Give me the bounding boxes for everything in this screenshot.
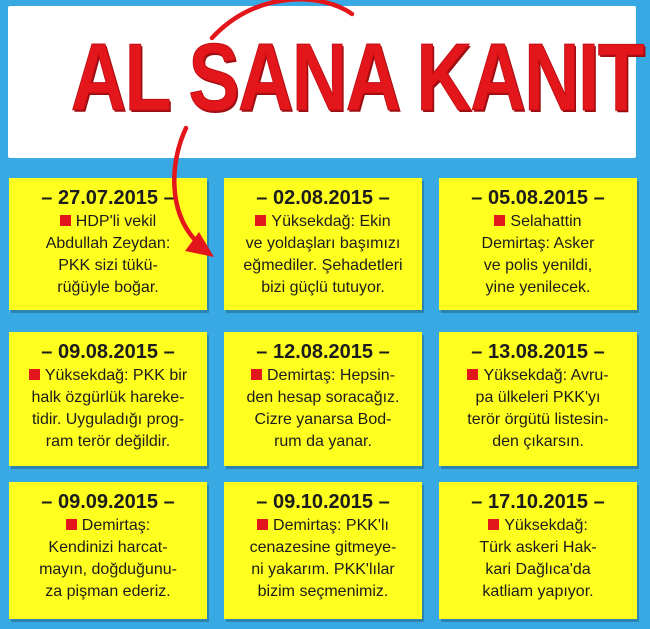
quote-line-text: mayın, doğduğunu- bbox=[39, 561, 177, 578]
quote-line bbox=[449, 515, 627, 537]
quote-line bbox=[19, 537, 197, 559]
quote-line bbox=[19, 211, 197, 233]
quote-line-text: den hesap soracağız. bbox=[246, 389, 400, 406]
quote-line-text: Abdullah Zeydan: bbox=[45, 235, 171, 252]
quote-line-text: tidir. Uyguladığı prog- bbox=[31, 411, 185, 428]
headline-banner bbox=[8, 6, 644, 158]
quote-line bbox=[234, 255, 412, 277]
quote-line bbox=[234, 581, 412, 603]
red-square-bullet-icon bbox=[66, 519, 77, 530]
quote-text bbox=[19, 515, 197, 603]
quote-line-text: Türk askeri Hak- bbox=[479, 539, 597, 556]
quote-line bbox=[19, 431, 197, 453]
quote-line-text: katliam yapıyor. bbox=[482, 583, 594, 600]
quote-line-text: ram terör değildir. bbox=[45, 433, 171, 450]
red-square-bullet-icon bbox=[494, 215, 505, 226]
quote-line bbox=[234, 211, 412, 233]
quote-line-text: Demirtaş: Asker bbox=[481, 235, 595, 252]
quote-date: – 27.07.2015 – bbox=[41, 187, 175, 209]
quote-date: – 13.08.2015 – bbox=[471, 341, 605, 363]
quote-line bbox=[449, 255, 627, 277]
red-square-bullet-icon bbox=[467, 369, 478, 380]
quote-text bbox=[234, 365, 412, 453]
quote-line bbox=[449, 233, 627, 255]
red-square-bullet-icon bbox=[29, 369, 40, 380]
quote-card bbox=[9, 482, 207, 619]
quote-line-text: HDP'li vekil bbox=[75, 213, 157, 230]
quote-date: – 17.10.2015 – bbox=[471, 491, 605, 513]
quote-line-text: bizi güçlü tutuyor. bbox=[261, 279, 385, 296]
quote-line-text: bizim seçmenimiz. bbox=[257, 583, 389, 600]
quote-date: – 12.08.2015 – bbox=[256, 341, 390, 363]
quote-text bbox=[449, 515, 627, 603]
quote-line bbox=[19, 255, 197, 277]
quote-card bbox=[9, 178, 207, 310]
quote-card bbox=[224, 332, 422, 466]
quote-line-text: za pişman ederiz. bbox=[45, 583, 171, 600]
quote-line bbox=[449, 537, 627, 559]
quote-line-text: pa ülkeleri PKK'yı bbox=[475, 389, 601, 406]
red-square-bullet-icon bbox=[257, 519, 268, 530]
quote-line-text: cenazesine gitmeye- bbox=[249, 539, 397, 556]
quote-line bbox=[234, 233, 412, 255]
quote-line-text: ni yakarım. PKK'lılar bbox=[251, 561, 395, 578]
quote-line-text: Yüksekdağ: Ekin bbox=[271, 213, 391, 230]
quote-card bbox=[9, 332, 207, 466]
quote-line-text: PKK sizi tükü- bbox=[58, 257, 158, 274]
quote-date: – 09.08.2015 – bbox=[41, 341, 175, 363]
quote-text bbox=[449, 365, 627, 453]
quote-line bbox=[449, 365, 627, 387]
quote-line-text: Demirtaş: bbox=[81, 517, 151, 534]
quote-line bbox=[234, 537, 412, 559]
quote-line-text: Demirtaş: PKK'lı bbox=[273, 517, 389, 534]
quote-line bbox=[19, 515, 197, 537]
quote-line-text: rum da yanar. bbox=[274, 433, 372, 450]
quote-line-text: Selahattin bbox=[510, 213, 582, 230]
quote-card bbox=[224, 482, 422, 619]
quote-line-text: ve polis yenildi, bbox=[483, 257, 593, 274]
quote-card bbox=[439, 178, 637, 310]
quote-line-text: Kendinizi harcat- bbox=[48, 539, 168, 556]
quote-line bbox=[19, 559, 197, 581]
quote-line bbox=[449, 431, 627, 453]
quote-line bbox=[234, 277, 412, 299]
red-square-bullet-icon bbox=[488, 519, 499, 530]
quote-text bbox=[234, 515, 412, 603]
headline: AL SANA KANIT bbox=[70, 24, 644, 131]
quote-line-text: den çıkarsın. bbox=[492, 433, 584, 450]
quote-line bbox=[234, 515, 412, 537]
quote-line bbox=[234, 387, 412, 409]
quote-line bbox=[449, 559, 627, 581]
red-square-bullet-icon bbox=[251, 369, 262, 380]
quote-line-text: terör örgütü listesin- bbox=[467, 411, 609, 428]
quote-line bbox=[449, 581, 627, 603]
quote-line bbox=[19, 277, 197, 299]
quote-text bbox=[449, 211, 627, 299]
quote-date: – 02.08.2015 – bbox=[256, 187, 390, 209]
red-square-bullet-icon bbox=[255, 215, 266, 226]
quote-card bbox=[224, 178, 422, 310]
quote-line bbox=[449, 409, 627, 431]
quote-card bbox=[439, 482, 637, 619]
quote-date: – 05.08.2015 – bbox=[471, 187, 605, 209]
quote-line bbox=[19, 365, 197, 387]
quote-line-text: halk özgürlük hareke- bbox=[31, 389, 185, 406]
quote-line-text: Yüksekdağ: Avru- bbox=[483, 367, 609, 384]
red-square-bullet-icon bbox=[60, 215, 71, 226]
quote-line bbox=[234, 365, 412, 387]
quote-text bbox=[19, 365, 197, 453]
quote-line-text: rüğüyle boğar. bbox=[57, 279, 159, 296]
quote-line-text: kari Dağlıca'da bbox=[485, 561, 591, 578]
quote-line bbox=[449, 211, 627, 233]
quote-line-text: ve yoldaşları başımızı bbox=[245, 235, 401, 252]
quote-line bbox=[19, 409, 197, 431]
quote-text bbox=[19, 211, 197, 299]
quote-line bbox=[19, 387, 197, 409]
quote-line-text: Cizre yanarsa Bod- bbox=[254, 411, 392, 428]
quote-text bbox=[234, 211, 412, 299]
quote-line bbox=[234, 409, 412, 431]
quote-line bbox=[234, 431, 412, 453]
quote-line bbox=[449, 387, 627, 409]
quote-line-text: Demirtaş: Hepsin- bbox=[266, 367, 396, 384]
quote-date: – 09.09.2015 – bbox=[41, 491, 175, 513]
quote-line bbox=[19, 233, 197, 255]
quote-line bbox=[449, 277, 627, 299]
quote-line-text: eğmediler. Şehadetleri bbox=[243, 257, 403, 274]
quote-line-text: Yüksekdağ: bbox=[504, 517, 588, 534]
quote-card bbox=[439, 332, 637, 466]
quote-line bbox=[234, 559, 412, 581]
quote-line-text: Yüksekdağ: PKK bir bbox=[44, 367, 188, 384]
quote-date: – 09.10.2015 – bbox=[256, 491, 390, 513]
quote-line-text: yine yenilecek. bbox=[485, 279, 591, 296]
quote-line bbox=[19, 581, 197, 603]
